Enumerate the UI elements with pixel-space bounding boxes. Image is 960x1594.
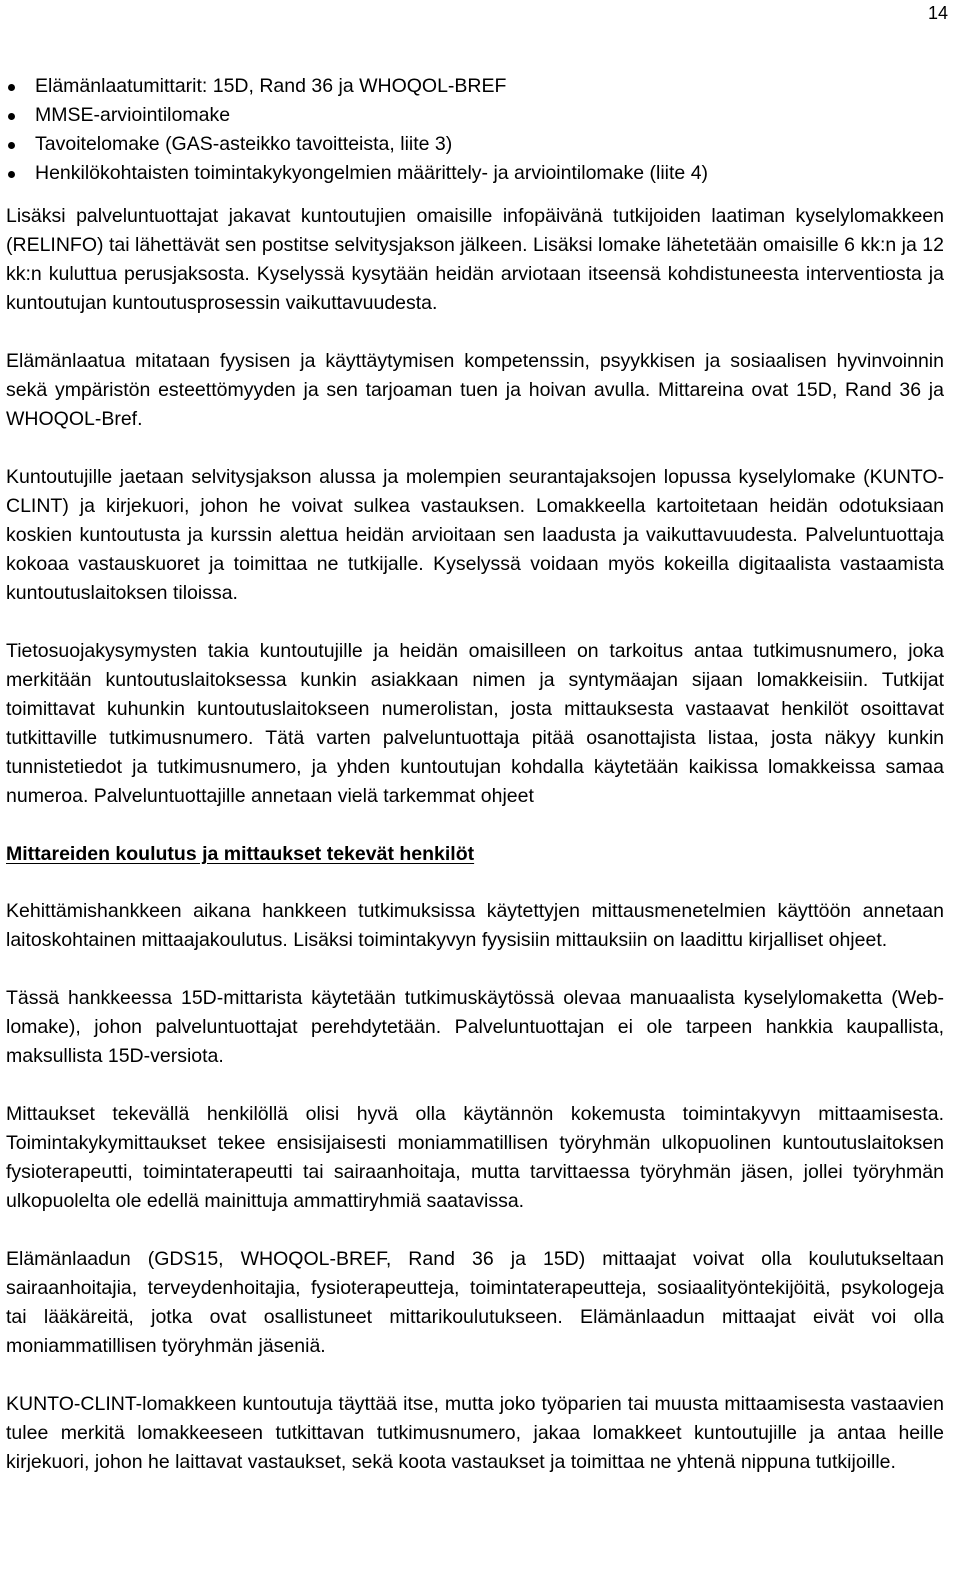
paragraph-relinfo: Lisäksi palveluntuottajat jakavat kuntoutujien omaisille infopäivänä tutkijoiden laatiman kyselylomakkeen (RELINFO) tai lähettävät sen postitse selvitysjakson jälkeen. Lisäksi lomake lähetetään omaisille 6 kk:n ja 12 kk:n kuluttua perusjaksosta. Kyselyssä kysytään heidän arviotaan itseensä kohdistuneesta interventiosta ja kuntoutujan kuntoutusprosessin vaikuttavuudesta. [6, 205, 944, 314]
list-item: Tavoitelomake (GAS-asteikko tavoitteista, liite 3) [6, 130, 944, 159]
paragraph-data-privacy: Tietosuojakysymysten takia kuntoutujille ja heidän omaisilleen on tarkoitus antaa tutkimusnumero, joka merkitään kuntoutuslaitoksessa kunkin asiakkaan nimen ja syntymäajan sijaan lomakkeisiin. Tutkijat toimittavat kuhunkin kuntoutuslaitokseen numerolistan, josta mittauksesta vastaavat henkilöt osoittavat tutkittaville tutkimusnumero. Tätä varten palveluntuottaja pitää osanottajista listaa, josta näkyy kunkin tunnistetiedot ja tutkimusnumero, ja yhden kuntoutujan kohdalla käytetään kaikissa lomakkeissa samaa numeroa. Palveluntuottajille annetaan vielä tarkemmat ohjeet [6, 640, 944, 807]
paragraph-measurers: Mittaukset tekevällä henkilöllä olisi hyvä olla käytännön kokemusta toimintakyvyn mittaamisesta. Toimintakykymittaukset tekee ensisijaisesti moniammatillisen työryhmän ulkopuolinen kuntoutuslaitoksen fysioterapeutti, toimintaterapeutti tai sairaanhoitaja, mutta tarvittaessa työryhmän jäsen, jollei työryhmän ulkopuolelta ole edellä mainittuja ammattiryhmiä saatavissa. [6, 1103, 944, 1212]
document-body [6, 72, 944, 1506]
section-heading: Mittareiden koulutus ja mittaukset tekevät henkilöt [6, 843, 475, 865]
list-item: MMSE-arviointilomake [6, 101, 944, 130]
bullet-list [6, 72, 944, 188]
list-item: Elämänlaatumittarit: 15D, Rand 36 ja WHOQOL-BREF [6, 72, 944, 101]
paragraph-kunto-clint-filling: KUNTO-CLINT-lomakkeen kuntoutuja täyttää itse, mutta joko työparien tai muusta mittaamisesta vastaavien tulee merkitä lomakkeeseen tutkittavan tutkimusnumero, jakaa lomakkeet kuntoutujille ja antaa heille kirjekuori, johon he laittavat vastaukset, sekä koota vastaukset ja toimittaa ne yhtenä nippuna tutkijoille. [6, 1393, 944, 1473]
paragraph-qol-measurers: Elämänlaadun (GDS15, WHOQOL-BREF, Rand 36 ja 15D) mittaajat voivat olla koulutukseltaan sairaanhoitajia, terveydenhoitajia, fysioterapeutteja, toimintaterapeutteja, sosiaalityöntekijöitä, psykologeja tai lääkäreitä, jotka ovat osallistuneet mittarikoulutukseen. Elämänlaadun mittaajat eivät voi olla moniammatillisen työryhmän jäseniä. [6, 1248, 944, 1357]
paragraph-quality-of-life: Elämänlaatua mitataan fyysisen ja käyttäytymisen kompetenssin, psyykkisen ja sosiaalisen hyvinvoinnin sekä ympäristön esteettömyyden ja sen tarjoaman tuen ja hoivan avulla. Mittareina ovat 15D, Rand 36 ja WHOQOL-Bref. [6, 350, 944, 430]
paragraph-kunto-clint: Kuntoutujille jaetaan selvitysjakson alussa ja molempien seurantajaksojen lopussa kyselylomake (KUNTO-CLINT) ja kirjekuori, johon he voivat sulkea vastauksen. Lomakkeella kartoitetaan heidän odotuksiaan koskien kuntoutusta ja kurssin alettua heidän arvioitaan sen laadusta ja vaikuttavuudesta. Palveluntuottaja kokoaa vastauskuoret ja toimittaa ne tutkijalle. Kyselyssä voidaan myös kokeilla digitaalista vastaamista kuntoutuslaitoksen tiloissa. [6, 466, 944, 604]
paragraph-training: Kehittämishankkeen aikana hankkeen tutkimuksissa käytettyjen mittausmenetelmien käyttöön annetaan laitoskohtainen mittaajakoulutus. Lisäksi toimintakyvyn fyysisiin mittauksiin on laadittu kirjalliset ohjeet. [6, 900, 944, 951]
paragraph-15d: Tässä hankkeessa 15D-mittarista käytetään tutkimuskäytössä olevaa manuaalista kyselylomaketta (Web-lomake), johon palveluntuottajat perehdytetään. Palveluntuottajan ei ole tarpeen hankkia kaupallista, maksullista 15D-versiota. [6, 987, 944, 1067]
page-number: 14 [927, 3, 948, 23]
list-item: Henkilökohtaisten toimintakykyongelmien määrittely- ja arviointilomake (liite 4) [6, 159, 944, 188]
